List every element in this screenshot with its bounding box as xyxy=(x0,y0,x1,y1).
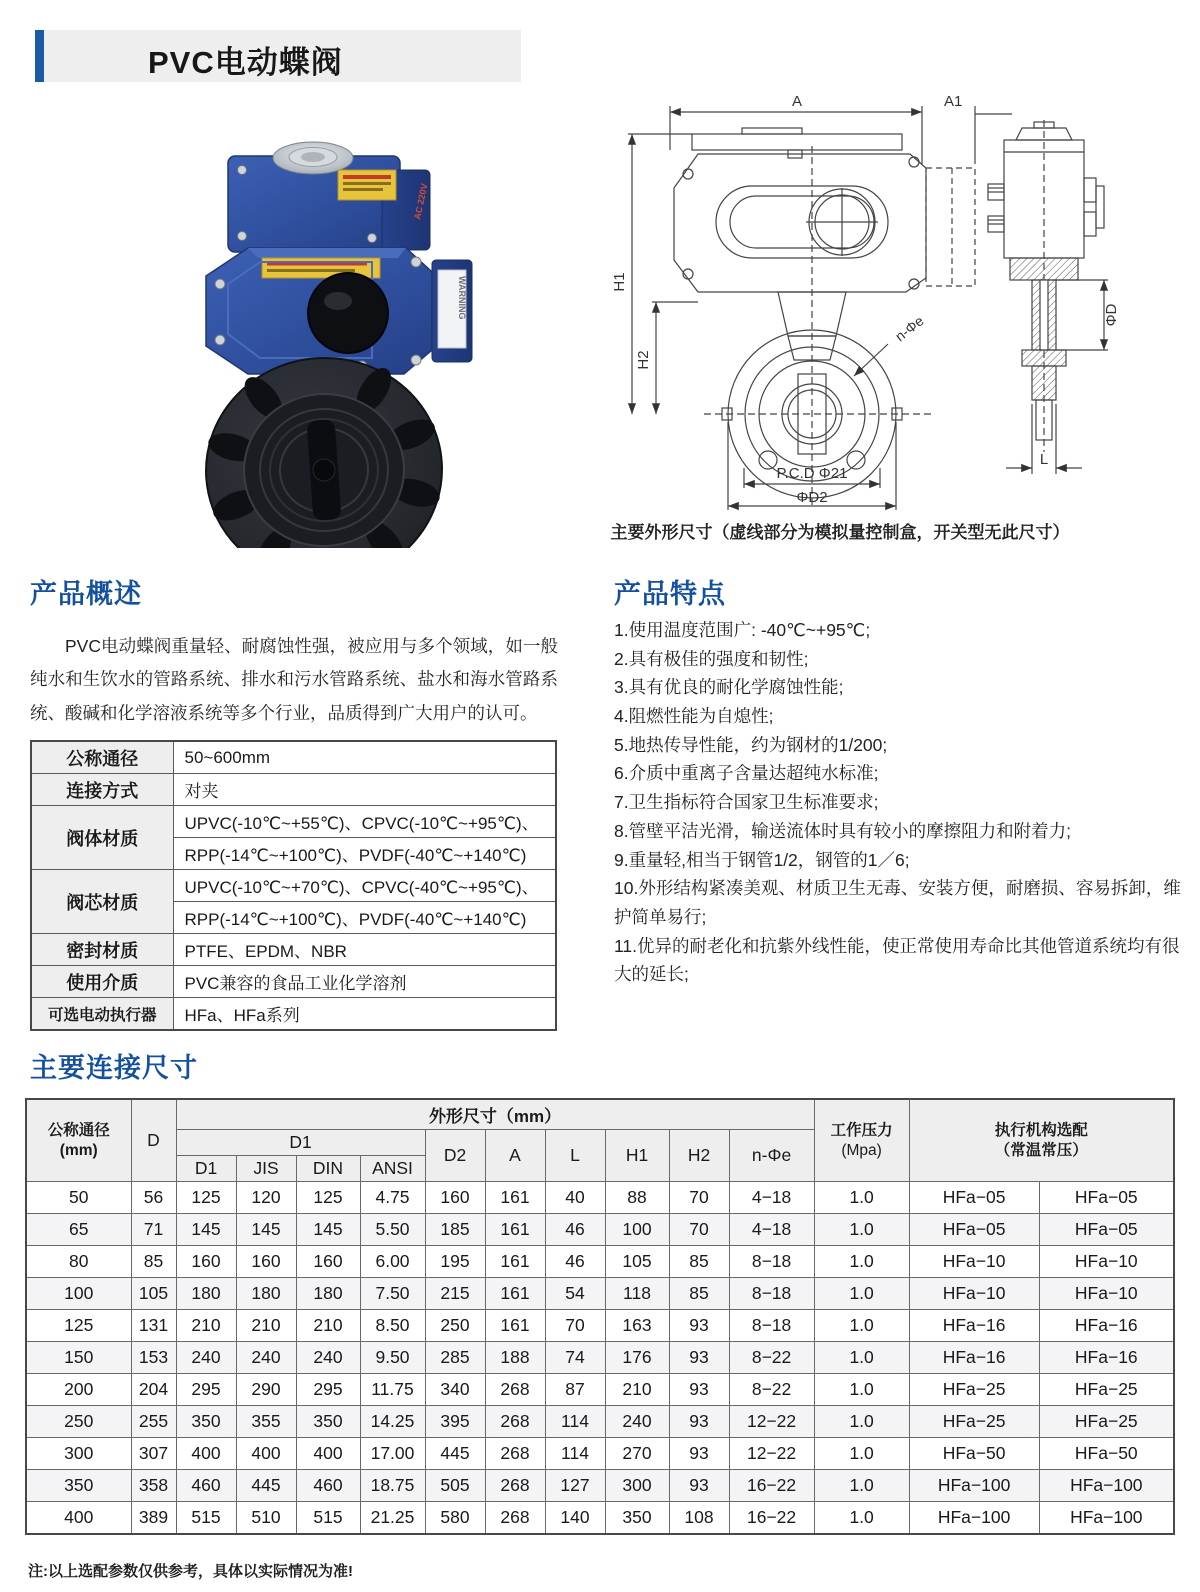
dimension-cell: 161 xyxy=(485,1278,545,1310)
dimension-cell: 125 xyxy=(26,1310,131,1342)
dimension-cell: 105 xyxy=(605,1246,669,1278)
dimension-cell: 70 xyxy=(545,1310,605,1342)
dimension-cell: 100 xyxy=(26,1278,131,1310)
dimension-cell: HFa−16 xyxy=(1039,1310,1174,1342)
dimension-cell: HFa−25 xyxy=(1039,1406,1174,1438)
dimension-cell: 8−22 xyxy=(729,1342,814,1374)
feature-item: 8.管壁平洁光滑，输送流体时具有较小的摩擦阻力和附着力; xyxy=(614,820,1071,841)
table-row xyxy=(31,741,556,774)
dimension-cell: HFa−25 xyxy=(909,1406,1039,1438)
col-din: DIN xyxy=(296,1156,360,1182)
dimension-cell: 6.00 xyxy=(360,1246,425,1278)
dimension-cell: 290 xyxy=(236,1374,296,1406)
voltage-label: AC 220V xyxy=(412,182,430,221)
dimension-cell: 105 xyxy=(131,1278,176,1310)
dimension-cell: 580 xyxy=(425,1502,485,1535)
dimension-cell: HFa−05 xyxy=(909,1182,1039,1214)
dimension-cell: 1.0 xyxy=(814,1406,909,1438)
table-row xyxy=(26,1342,1174,1374)
dimension-cell: 1.0 xyxy=(814,1214,909,1246)
spec-value: RPP(-14℃~+100℃)、PVDF(-40℃~+140℃) xyxy=(173,838,556,870)
dimension-cell: 1.0 xyxy=(814,1278,909,1310)
spec-value: UPVC(-10℃~+55℃)、CPVC(-10℃~+95℃)、 xyxy=(173,806,556,838)
product-photo xyxy=(110,108,530,553)
dimension-cell: 1.0 xyxy=(814,1182,909,1214)
dim-label-nphie: n-Φe xyxy=(891,312,927,345)
dimension-cell: 1.0 xyxy=(814,1502,909,1535)
dimension-cell: 250 xyxy=(425,1310,485,1342)
feature-item: 1.使用温度范围广: -40℃~+95℃; xyxy=(614,620,871,640)
dimension-cell: 93 xyxy=(669,1438,729,1470)
dimensions-table-body xyxy=(26,1182,1174,1535)
dimension-cell: 160 xyxy=(236,1246,296,1278)
table-row xyxy=(26,1214,1174,1246)
feature-item: 10.外形结构紧凑美观、材质卫生无毒、安装方便，耐磨损、容易拆卸，维护简单易行; xyxy=(614,878,1181,927)
dimension-cell: 515 xyxy=(296,1502,360,1535)
title-accent-bar xyxy=(35,30,44,82)
dimension-cell: 50 xyxy=(26,1182,131,1214)
col-d2: D2 xyxy=(425,1130,485,1182)
dimension-cell: 8−18 xyxy=(729,1278,814,1310)
dimension-cell: 460 xyxy=(296,1470,360,1502)
col-nominal-line2: (mm) xyxy=(59,1141,98,1159)
dimension-cell: 176 xyxy=(605,1342,669,1374)
dimension-cell: 250 xyxy=(26,1406,131,1438)
dimension-cell: 114 xyxy=(545,1406,605,1438)
col-ansi: ANSI xyxy=(360,1156,425,1182)
dimension-cell: HFa−05 xyxy=(1039,1214,1174,1246)
dim-label-a: A xyxy=(792,93,803,110)
dimension-cell: 70 xyxy=(669,1182,729,1214)
dimensions-heading: 主要连接尺寸 xyxy=(30,1053,198,1083)
dimension-cell: 445 xyxy=(236,1470,296,1502)
dimension-cell: 195 xyxy=(425,1246,485,1278)
dimension-cell: 93 xyxy=(669,1406,729,1438)
spec-label: 密封材质 xyxy=(31,934,173,966)
dimension-cell: 161 xyxy=(485,1214,545,1246)
dimension-cell: 161 xyxy=(485,1182,545,1214)
dimension-cell: 93 xyxy=(669,1310,729,1342)
spec-value: HFa、HFa系列 xyxy=(173,998,556,1031)
dimension-cell: 300 xyxy=(26,1438,131,1470)
dimension-cell: HFa−50 xyxy=(1039,1438,1174,1470)
dimension-cell: 510 xyxy=(236,1502,296,1535)
dimension-cell: 74 xyxy=(545,1342,605,1374)
dimension-cell: 188 xyxy=(485,1342,545,1374)
dimension-cell: 400 xyxy=(176,1438,236,1470)
spec-label: 连接方式 xyxy=(31,774,173,806)
table-row xyxy=(26,1406,1174,1438)
feature-item: 2.具有极佳的强度和韧性; xyxy=(614,648,809,669)
dim-label-h2: H2 xyxy=(635,350,652,370)
dimension-cell: 5.50 xyxy=(360,1214,425,1246)
col-nphie: n-Φe xyxy=(729,1130,814,1182)
dimension-cell: 215 xyxy=(425,1278,485,1310)
dimension-cell: 307 xyxy=(131,1438,176,1470)
dimension-cell: 160 xyxy=(296,1246,360,1278)
spec-table xyxy=(30,740,557,1031)
dimension-cell: 118 xyxy=(605,1278,669,1310)
dimension-cell: 240 xyxy=(176,1342,236,1374)
dimension-cell: 240 xyxy=(605,1406,669,1438)
col-l: L xyxy=(545,1130,605,1182)
dimension-cell: 125 xyxy=(176,1182,236,1214)
spec-value: PVC兼容的食品工业化学溶剂 xyxy=(173,966,556,998)
dimension-cell: 395 xyxy=(425,1406,485,1438)
dimension-cell: HFa−05 xyxy=(1039,1182,1174,1214)
col-nominal-line1: 公称通径 xyxy=(47,1122,110,1140)
dimension-cell: 1.0 xyxy=(814,1374,909,1406)
dimension-cell: 108 xyxy=(669,1502,729,1535)
dimension-cell: 161 xyxy=(485,1310,545,1342)
dimension-cell: 8−18 xyxy=(729,1310,814,1342)
col-h1: H1 xyxy=(605,1130,669,1182)
dimension-cell: 93 xyxy=(669,1374,729,1406)
dimension-cell: 163 xyxy=(605,1310,669,1342)
overview-heading: 产品概述 xyxy=(30,579,142,609)
table-header-row xyxy=(26,1099,1174,1130)
dimension-cell: 400 xyxy=(236,1438,296,1470)
dimension-cell: HFa−100 xyxy=(909,1470,1039,1502)
warning-label: WARNING xyxy=(457,276,467,320)
valve-body xyxy=(198,350,449,548)
table-row xyxy=(26,1502,1174,1535)
spec-value: 对夹 xyxy=(173,774,556,806)
dimension-cell: 85 xyxy=(669,1246,729,1278)
table-row xyxy=(31,774,556,806)
spec-value: 50~600mm xyxy=(173,741,556,774)
dimension-cell: 515 xyxy=(176,1502,236,1535)
dimension-cell: 160 xyxy=(425,1182,485,1214)
feature-item: 6.介质中重离子含量达超纯水标准; xyxy=(614,763,879,784)
dimension-cell: 21.25 xyxy=(360,1502,425,1535)
dimension-cell: 1.0 xyxy=(814,1342,909,1374)
dimension-cell: 268 xyxy=(485,1374,545,1406)
dimension-cell: 131 xyxy=(131,1310,176,1342)
dimension-cell: 114 xyxy=(545,1438,605,1470)
features-list xyxy=(614,616,1189,989)
dimension-cell: 12−22 xyxy=(729,1406,814,1438)
table-row xyxy=(26,1246,1174,1278)
dimension-cell: 180 xyxy=(296,1278,360,1310)
dimension-cell: 355 xyxy=(236,1406,296,1438)
col-outline-group: 外形尺寸（mm） xyxy=(176,1099,814,1130)
actuator-top-box xyxy=(228,142,430,252)
dimension-cell: 270 xyxy=(605,1438,669,1470)
dimension-cell: 1.0 xyxy=(814,1310,909,1342)
dimension-cell: 9.50 xyxy=(360,1342,425,1374)
dimension-cell: 1.0 xyxy=(814,1246,909,1278)
dimension-cell: 150 xyxy=(26,1342,131,1374)
dim-label-l: L xyxy=(1039,451,1049,468)
dimension-cell: 65 xyxy=(26,1214,131,1246)
dimension-cell: 300 xyxy=(605,1470,669,1502)
dimension-cell: HFa−50 xyxy=(909,1438,1039,1470)
dimension-cell: 1.0 xyxy=(814,1470,909,1502)
dimension-cell: 389 xyxy=(131,1502,176,1535)
spec-label: 阀体材质 xyxy=(31,806,173,870)
table-row xyxy=(26,1438,1174,1470)
table-row xyxy=(26,1182,1174,1214)
dimension-cell: 204 xyxy=(131,1374,176,1406)
col-actuator-line1: 执行机构选配 xyxy=(994,1122,1088,1140)
dimension-cell: 16−22 xyxy=(729,1470,814,1502)
dimension-cell: 400 xyxy=(26,1502,131,1535)
dimension-cell: HFa−100 xyxy=(1039,1502,1174,1535)
dimension-cell: 210 xyxy=(176,1310,236,1342)
dimension-cell: HFa−25 xyxy=(909,1374,1039,1406)
dimension-cell: 14.25 xyxy=(360,1406,425,1438)
spec-label: 使用介质 xyxy=(31,966,173,998)
dimension-cell: 268 xyxy=(485,1470,545,1502)
dimension-cell: 56 xyxy=(131,1182,176,1214)
dimension-cell: 46 xyxy=(545,1246,605,1278)
dimension-cell: 350 xyxy=(176,1406,236,1438)
feature-item: 5.地热传导性能，约为钢材的1/200; xyxy=(614,734,888,755)
dimension-cell: 210 xyxy=(605,1374,669,1406)
dimension-cell: 4−18 xyxy=(729,1214,814,1246)
dimension-cell: 100 xyxy=(605,1214,669,1246)
footnote: 注:以上选配参数仅供参考，具体以实际情况为准! xyxy=(28,1563,353,1580)
col-nominal xyxy=(26,1099,131,1182)
dimension-cell: 145 xyxy=(176,1214,236,1246)
col-d: D xyxy=(131,1099,176,1182)
dimension-cell: 8−18 xyxy=(729,1246,814,1278)
dimension-cell: 340 xyxy=(425,1374,485,1406)
dimension-cell: 125 xyxy=(296,1182,360,1214)
dimension-cell: 160 xyxy=(176,1246,236,1278)
dimension-cell: 285 xyxy=(425,1342,485,1374)
dimension-cell: 180 xyxy=(176,1278,236,1310)
dimension-cell: HFa−25 xyxy=(1039,1374,1174,1406)
dimension-cell: 120 xyxy=(236,1182,296,1214)
table-row xyxy=(26,1310,1174,1342)
dimension-cell: 80 xyxy=(26,1246,131,1278)
dimension-cell: 46 xyxy=(545,1214,605,1246)
dimension-cell: HFa−16 xyxy=(1039,1342,1174,1374)
dimension-cell: 185 xyxy=(425,1214,485,1246)
dimension-cell: 70 xyxy=(669,1214,729,1246)
dimension-cell: 127 xyxy=(545,1470,605,1502)
dimension-cell: 268 xyxy=(485,1438,545,1470)
feature-item: 9.重量轻,相当于钢管1/2，钢管的1／6; xyxy=(614,849,910,870)
dimension-cell: 93 xyxy=(669,1470,729,1502)
dimension-cell: 17.00 xyxy=(360,1438,425,1470)
dimension-cell: 400 xyxy=(296,1438,360,1470)
dim-label-a1: A1 xyxy=(944,93,963,110)
feature-item: 7.卫生指标符合国家卫生标准要求; xyxy=(614,792,879,813)
dimension-cell: HFa−16 xyxy=(909,1342,1039,1374)
dimension-cell: HFa−10 xyxy=(1039,1278,1174,1310)
dimension-cell: 4.75 xyxy=(360,1182,425,1214)
page-title-bar xyxy=(35,30,521,82)
overview-paragraph: PVC电动蝶阀重量轻、耐腐蚀性强，被应用与多个领域，如一般纯水和生饮水的管路系统、排水和污水管路系统、盐水和海水管路系统、酸碱和化学溶液系统等多个行业，品质得到广大用户的认可。 xyxy=(30,635,558,724)
dim-label-h1: H1 xyxy=(611,272,628,292)
drawing-caption: 主要外形尺寸（虚线部分为模拟量控制盒，开关型无此尺寸） xyxy=(610,523,1070,542)
dimension-cell: 145 xyxy=(296,1214,360,1246)
dimension-cell: 268 xyxy=(485,1502,545,1535)
dimension-cell: 16−22 xyxy=(729,1502,814,1535)
col-h2: H2 xyxy=(669,1130,729,1182)
dimension-cell: HFa−05 xyxy=(909,1214,1039,1246)
dimension-cell: 180 xyxy=(236,1278,296,1310)
dimension-cell: 85 xyxy=(669,1278,729,1310)
dimensions-table xyxy=(25,1098,1175,1535)
dimension-cell: 145 xyxy=(236,1214,296,1246)
dimension-cell: 18.75 xyxy=(360,1470,425,1502)
dimension-cell: 11.75 xyxy=(360,1374,425,1406)
dimension-cell: 1.0 xyxy=(814,1438,909,1470)
feature-item: 4.阻燃性能为自熄性; xyxy=(614,706,774,727)
dimension-cell: 71 xyxy=(131,1214,176,1246)
dimension-cell: 87 xyxy=(545,1374,605,1406)
dimension-cell: 85 xyxy=(131,1246,176,1278)
spec-label: 可选电动执行器 xyxy=(31,998,173,1031)
spec-value: UPVC(-10℃~+70℃)、CPVC(-40℃~+95℃)、 xyxy=(173,870,556,902)
dimension-cell: 54 xyxy=(545,1278,605,1310)
table-row xyxy=(31,998,556,1031)
table-row xyxy=(26,1374,1174,1406)
table-row xyxy=(26,1278,1174,1310)
col-d1: D1 xyxy=(176,1156,236,1182)
spec-label: 阀芯材质 xyxy=(31,870,173,934)
dimension-cell: 460 xyxy=(176,1470,236,1502)
dimension-cell: 268 xyxy=(485,1406,545,1438)
dimension-cell: HFa−10 xyxy=(909,1278,1039,1310)
dim-label-d: ΦD xyxy=(1103,303,1120,327)
dimension-cell: 445 xyxy=(425,1438,485,1470)
dimension-cell: 4−18 xyxy=(729,1182,814,1214)
features-heading: 产品特点 xyxy=(614,579,726,609)
dim-label-d2: ΦD2 xyxy=(796,489,828,506)
dimension-cell: 350 xyxy=(296,1406,360,1438)
dimension-cell: 210 xyxy=(236,1310,296,1342)
dimension-cell: 255 xyxy=(131,1406,176,1438)
col-pressure-line1: 工作压力 xyxy=(830,1122,893,1140)
dimension-cell: 8.50 xyxy=(360,1310,425,1342)
spec-value: PTFE、EPDM、NBR xyxy=(173,934,556,966)
page-title: PVC电动蝶阀 xyxy=(148,45,343,80)
dimension-cell: 7.50 xyxy=(360,1278,425,1310)
dimension-cell: 240 xyxy=(236,1342,296,1374)
feature-item: 11.优异的耐老化和抗紫外线性能，使正常使用寿命比其他管道系统均有很大的延长; xyxy=(614,935,1180,985)
dimension-cell: 295 xyxy=(296,1374,360,1406)
dimension-cell: HFa−10 xyxy=(909,1246,1039,1278)
dimension-cell: 350 xyxy=(605,1502,669,1535)
actuator-main-box xyxy=(206,248,472,374)
col-a: A xyxy=(485,1130,545,1182)
dimension-cell: 350 xyxy=(26,1470,131,1502)
dimension-cell: 295 xyxy=(176,1374,236,1406)
col-jis: JIS xyxy=(236,1156,296,1182)
dimension-cell: 93 xyxy=(669,1342,729,1374)
col-d1-group: D1 xyxy=(176,1130,425,1156)
feature-item: 3.具有优良的耐化学腐蚀性能; xyxy=(614,677,844,698)
table-row xyxy=(31,806,556,838)
table-row xyxy=(31,966,556,998)
col-pressure xyxy=(814,1099,909,1182)
dim-label-pcd: P.C.D Φ21 xyxy=(776,465,848,482)
col-pressure-line2: (Mpa) xyxy=(841,1141,882,1159)
dimension-cell: HFa−10 xyxy=(1039,1246,1174,1278)
spec-value: RPP(-14℃~+100℃)、PVDF(-40℃~+140℃) xyxy=(173,902,556,934)
dimension-cell: 140 xyxy=(545,1502,605,1535)
dimension-cell: 88 xyxy=(605,1182,669,1214)
dimension-cell: 12−22 xyxy=(729,1438,814,1470)
dimension-cell: 210 xyxy=(296,1310,360,1342)
dimension-cell: 8−22 xyxy=(729,1374,814,1406)
table-row xyxy=(26,1470,1174,1502)
dimension-cell: 358 xyxy=(131,1470,176,1502)
dimension-cell: HFa−100 xyxy=(1039,1470,1174,1502)
dimension-cell: 240 xyxy=(296,1342,360,1374)
dimension-cell: HFa−100 xyxy=(909,1502,1039,1535)
table-row xyxy=(31,870,556,902)
dimension-cell: HFa−16 xyxy=(909,1310,1039,1342)
spec-label: 公称通径 xyxy=(31,741,173,774)
dimension-cell: 40 xyxy=(545,1182,605,1214)
col-actuator xyxy=(909,1099,1174,1182)
table-row xyxy=(31,934,556,966)
dimension-cell: 161 xyxy=(485,1246,545,1278)
col-actuator-line2: （常温常压） xyxy=(994,1141,1088,1159)
technical-drawing xyxy=(592,92,1122,521)
dimension-cell: 153 xyxy=(131,1342,176,1374)
dimension-cell: 200 xyxy=(26,1374,131,1406)
dimension-cell: 505 xyxy=(425,1470,485,1502)
